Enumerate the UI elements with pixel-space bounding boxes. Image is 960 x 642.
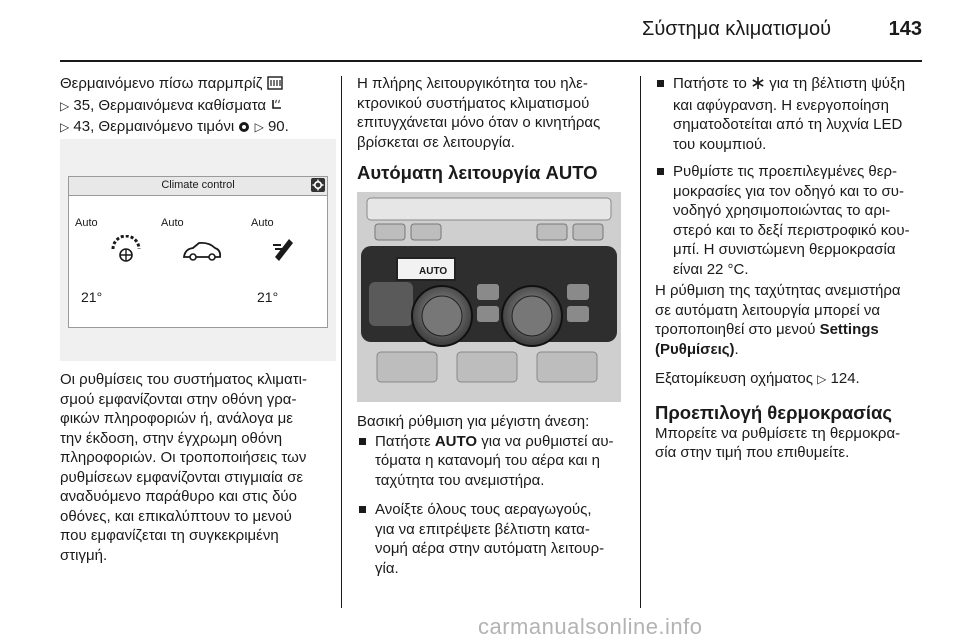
column-divider <box>341 76 342 608</box>
ref-link[interactable]: 124. <box>830 370 860 387</box>
climate-screen <box>68 176 328 328</box>
ref-link[interactable]: 90. <box>267 118 289 135</box>
column-divider <box>640 76 641 608</box>
header-rule <box>60 60 922 62</box>
right-column <box>655 74 925 463</box>
text-line: κτρονικού συστήματος κλιματισμού <box>357 94 590 112</box>
section-heading: Αυτόματη λειτουργία AUTO <box>357 162 598 183</box>
section-heading: Προεπιλογή θερμοκρασίας <box>655 401 893 423</box>
intro-line <box>60 96 335 118</box>
auto-label: Auto <box>251 217 274 229</box>
text-line: ρυθμίσεων εμφανίζονται στιγμιαία σε <box>60 468 304 486</box>
control-panel-figure <box>357 192 621 402</box>
left-column <box>60 74 335 139</box>
text-line: φικών πληροφοριών ή, ανάλογα με <box>60 410 293 427</box>
heated-seat-icon <box>270 98 284 118</box>
screen-title: Climate control <box>161 179 235 191</box>
text-paragraph: Εξατομίκευση οχήματος ▷ 124. <box>655 370 860 387</box>
auto-label: Auto <box>161 217 184 229</box>
text-line: αναδυόμενο παράθυρο και στις δύο <box>60 488 297 505</box>
settings-keyword: Settings <box>819 321 879 338</box>
list-item: Ανοίξτε όλους τους αεραγωγούς, για να επιτρέψετε βέλτιστη κατα- νομή αέρα στην αυτόματη λειτουρ- γία. <box>357 500 637 578</box>
text-line: οθόνες, και επικαλύπτουν το μενού <box>60 507 292 525</box>
reference-arrow-icon: ▷ <box>254 120 264 134</box>
intro-line <box>60 117 335 139</box>
snowflake-icon <box>751 76 765 96</box>
text-line: επιτυγχάνεται μόνο όταν ο κινητήρας <box>357 114 601 131</box>
screen-title-bar <box>69 177 327 196</box>
bullet-list <box>357 432 637 579</box>
watermark: carmanualsonline.info <box>478 614 703 639</box>
middle-basic <box>357 412 637 578</box>
intro-line: Θερμαινόμενο πίσω παρμπρίζ <box>60 74 335 96</box>
climate-screen-figure <box>60 139 336 361</box>
bullet-list <box>655 74 925 279</box>
list-item: Πατήστε το για τη βέλτιστη ψύξη και αφύγρανση. Η ενεργοποίηση σηματοδοτείται από τη λυχνία LED του κουμπιού. <box>655 74 925 154</box>
rear-window-heater-icon <box>267 76 283 96</box>
list-item: Πατήστε AUTO για να ρυθμιστεί αυ- τόματα η κατανομή του αέρα και η ταχύτητα του ανεμιστήρα. <box>357 432 637 491</box>
auto-button-label[interactable]: AUTO <box>419 266 448 277</box>
text-line: Οι ρυθμίσεις του συστήματος κλιματι- <box>60 371 307 388</box>
air-distribution-car-icon[interactable] <box>181 239 223 268</box>
page-number: 143 <box>888 18 922 40</box>
seat-air-flow-icon[interactable] <box>269 235 299 270</box>
temp-right: 21° <box>257 289 279 305</box>
reference-arrow-icon: ▷ <box>817 372 827 386</box>
text-line: Βασική ρύθμιση για μέγιστη άνεση: <box>357 413 590 430</box>
list-item: Ρυθμίστε τις προεπιλεγμένες θερ- μοκρασίες για τον οδηγό και το συ- νοδηγό χρησιμοποιώντας το αρι- στερό και το δεξί περιστροφικό κου- μπί. Η συνιστώμενη θερμοκρασία είναι 22 °C. <box>655 162 925 279</box>
text-line: που εμφανίζεται τη συγκεκριμένη <box>60 527 279 544</box>
text-line: πληροφοριών. Οι τροποποιήσεις των <box>60 449 307 466</box>
auto-label: Auto <box>75 217 98 229</box>
reference-arrow-icon: ▷ <box>60 98 70 113</box>
text-paragraph: Μπορείτε να ρυθμίσετε τη θερμοκρα- σία στην τιμή που επιθυμείτε. <box>655 424 901 461</box>
left-paragraph <box>60 370 340 565</box>
middle-paragraph <box>357 74 637 152</box>
text-line: βρίσκεται σε λειτουργία. <box>357 133 515 151</box>
auto-keyword: AUTO <box>434 432 478 450</box>
text-paragraph: Η ρύθμιση της ταχύτητας ανεμιστήρα σε αυτόματη λειτουργία μπορεί να τροποποιηθεί στο μενού Settings (Ρυθμίσεις). <box>655 282 901 358</box>
text-line: Η πλήρης λειτουργικότητα του ηλε- <box>357 75 588 92</box>
temp-left: 21° <box>81 289 103 305</box>
settings-keyword: (Ρυθμίσεις) <box>655 340 735 358</box>
text-line: σμού εμφανίζονται στην οθόνη γρα- <box>60 390 297 408</box>
control-panel-illustration <box>357 192 621 402</box>
settings-icon[interactable] <box>311 178 325 192</box>
ref-link[interactable]: 43, Θερμαινόμενο τιμόνι <box>73 118 235 135</box>
heated-steering-wheel-icon <box>238 119 250 139</box>
fan-icon[interactable] <box>109 235 143 270</box>
text-line: την έκδοση, στην έγχρωμη οθόνη <box>60 429 283 447</box>
ref-link[interactable]: 35, Θερμαινόμενα καθίσματα <box>73 96 267 114</box>
text-line: στιγμή. <box>60 546 108 564</box>
reference-arrow-icon: ▷ <box>60 120 70 134</box>
page-header-title: Σύστημα κλιματισμού <box>642 18 832 40</box>
